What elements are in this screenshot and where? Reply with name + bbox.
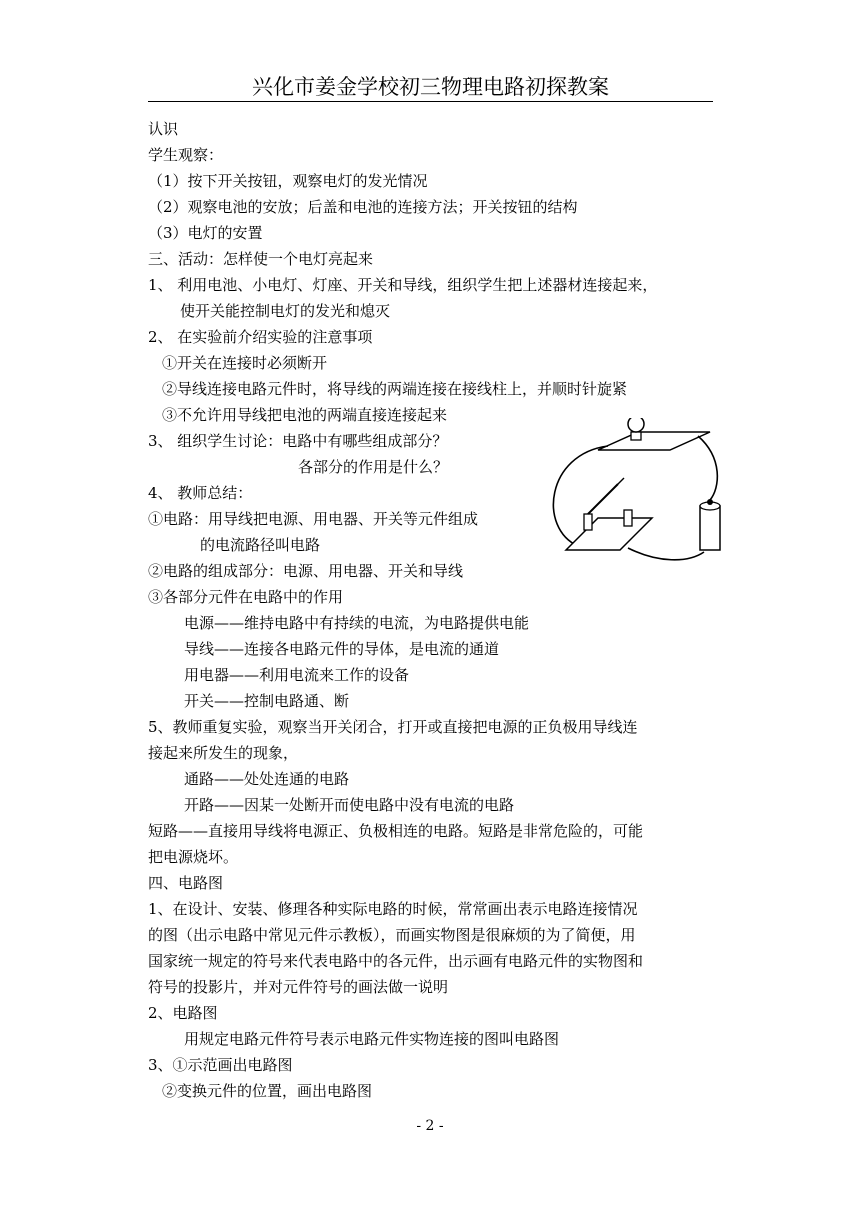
text-line: ②导线连接电路元件时，将导线的两端连接在接线柱上，并顺时针旋紧 (162, 380, 628, 398)
text-line: 通路——处处连通的电路 (184, 770, 350, 788)
text-line: 1、 利用电池、小电灯、灯座、开关和导线，组织学生把上述器材连接起来， (148, 276, 658, 294)
text-line: 接起来所发生的现象， (148, 744, 299, 762)
text-line: 使开关能控制电灯的发光和熄灭 (180, 302, 391, 320)
text-line: 把电源烧坏。 (148, 848, 239, 866)
text-line: 国家统一规定的符号来代表电路中的各元件，出示画有电路元件的实物图和 (148, 952, 644, 970)
text-line: 5、教师重复实验，观察当开关闭合，打开或直接把电源的正负极用导线连 (148, 718, 638, 736)
text-line: 1、在设计、安装、修理各种实际电路的时候，常常画出表示电路连接情况 (148, 900, 638, 918)
text-line: 的图（出示电路中常见元件示教板），而画实物图是很麻烦的为了简便，用 (148, 926, 636, 944)
text-line: 四、电路图 (148, 874, 224, 892)
text-line: ②变换元件的位置，画出电路图 (162, 1082, 373, 1100)
text-line: 短路——直接用导线将电源正、负极相连的电路。短路是非常危险的，可能 (148, 822, 644, 840)
text-line: 学生观察： (148, 146, 224, 164)
text-line: ②电路的组成部分：电源、用电器、开关和导线 (148, 562, 464, 580)
text-line: 导线——连接各电路元件的导体，是电流的通道 (184, 640, 500, 658)
text-line: ①开关在连接时必须断开 (162, 354, 328, 372)
page-title: 兴化市姜金学校初三物理电路初探教案 (252, 75, 609, 99)
text-line: 用电器——利用电流来工作的设备 (184, 666, 410, 684)
text-line: 4、 教师总结： (148, 484, 253, 502)
text-line: 各部分的作用是什么？ (298, 458, 449, 476)
text-line: 三、活动：怎样使一个电灯亮起来 (148, 250, 374, 268)
circuit-illustration (548, 418, 724, 568)
header-rule (148, 101, 713, 102)
text-line: （2）观察电池的安放；后盖和电池的连接方法；开关按钮的结构 (148, 198, 578, 216)
text-line: 的电流路径叫电路 (200, 536, 321, 554)
text-line: 开路——因某一处断开而使电路中没有电流的电路 (184, 796, 515, 814)
text-line: 认识 (148, 120, 179, 138)
text-line: ③各部分元件在电路中的作用 (148, 588, 344, 606)
text-line: 3、①示范画出电路图 (148, 1056, 293, 1074)
text-line: （1）按下开关按钮，观察电灯的发光情况 (148, 172, 428, 190)
text-line: 3、 组织学生讨论：电路中有哪些组成部分？ (148, 432, 448, 450)
text-line: （3）电灯的安置 (148, 224, 263, 242)
text-line: 开关——控制电路通、断 (184, 692, 350, 710)
text-line: ③不允许用导线把电池的两端直接连接起来 (162, 406, 448, 424)
text-line: ①电路：用导线把电源、用电器、开关等元件组成 (148, 510, 479, 528)
text-line: 电源——维持电路中有持续的电流，为电路提供电能 (184, 614, 530, 632)
text-line: 符号的投影片，并对元件符号的画法做一说明 (148, 978, 449, 996)
page-number: - 2 - (416, 1118, 444, 1134)
text-line: 用规定电路元件符号表示电路元件实物连接的图叫电路图 (184, 1030, 560, 1048)
text-line: 2、 在实验前介绍实验的注意事项 (148, 328, 373, 346)
text-line: 2、电路图 (148, 1004, 218, 1022)
